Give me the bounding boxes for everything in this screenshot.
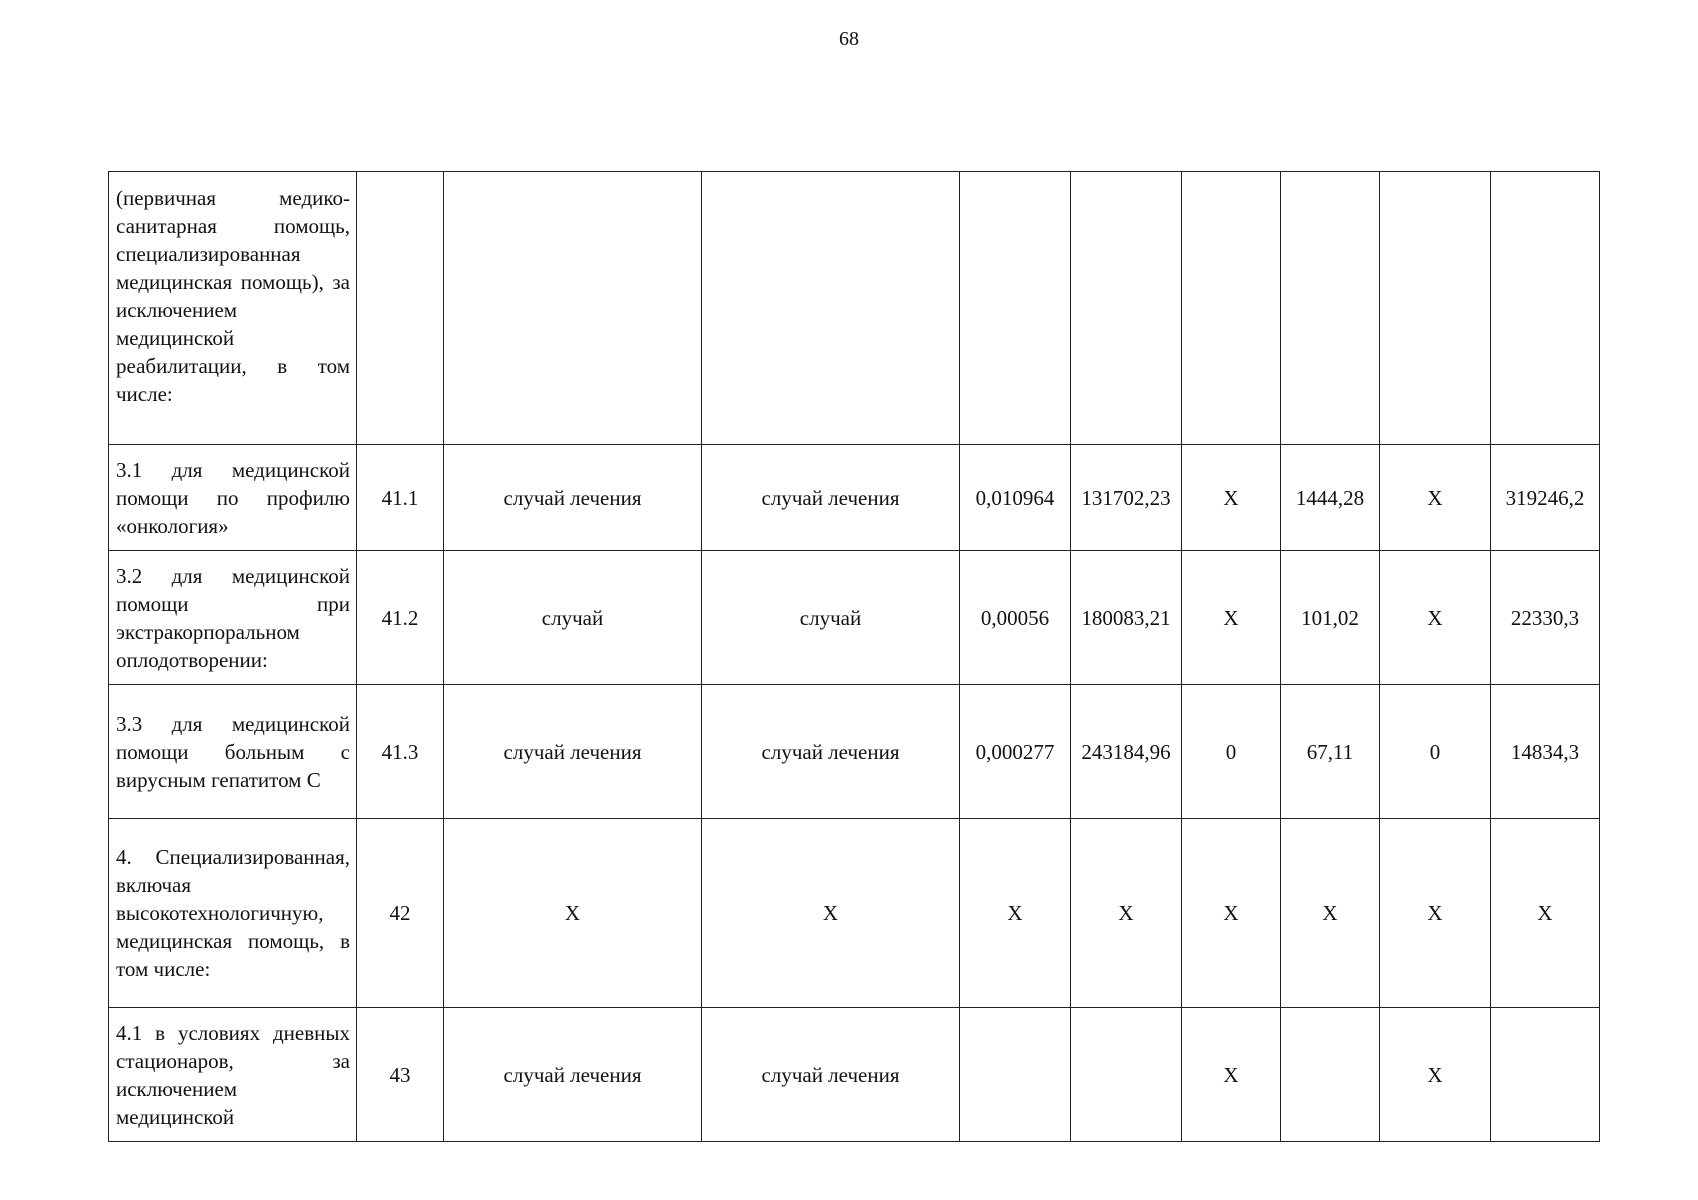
value-cell: 22330,3 — [1491, 551, 1600, 685]
unit-cell: случай — [444, 551, 702, 685]
norm-cell: 0,00056 — [960, 551, 1071, 685]
table-row — [109, 445, 1600, 551]
table-row — [109, 1008, 1600, 1142]
row-label: (первичная медико-санитарная помощь, специализированная медицинская помощь), за исключением медицинской реабилитации, в том числе: — [109, 172, 357, 445]
row-label: 4. Специализированная, включая высокотехнологичную, медицинская помощь, в том числе: — [109, 819, 357, 1008]
cost-cell: 243184,96 — [1071, 685, 1182, 819]
norm-cell: 0,010964 — [960, 445, 1071, 551]
value-cell — [1281, 172, 1380, 445]
unit-cell: случай лечения — [702, 685, 960, 819]
value-cell: 1444,28 — [1281, 445, 1380, 551]
value-cell — [1182, 172, 1281, 445]
unit-cell — [444, 172, 702, 445]
row-code: 42 — [357, 819, 444, 1008]
table-row — [109, 685, 1600, 819]
unit-cell: Х — [444, 819, 702, 1008]
unit-cell: случай — [702, 551, 960, 685]
value-cell: 0 — [1182, 685, 1281, 819]
norm-cell: Х — [960, 819, 1071, 1008]
page-number: 68 — [839, 28, 859, 50]
cost-cell: 180083,21 — [1071, 551, 1182, 685]
unit-cell: Х — [702, 819, 960, 1008]
norm-cell: 0,000277 — [960, 685, 1071, 819]
value-cell: Х — [1380, 1008, 1491, 1142]
value-cell: Х — [1182, 1008, 1281, 1142]
row-label: 4.1 в условиях дневных стационаров, за исключением медицинской — [109, 1008, 357, 1142]
unit-cell: случай лечения — [444, 1008, 702, 1142]
value-cell: 67,11 — [1281, 685, 1380, 819]
value-cell: 319246,2 — [1491, 445, 1600, 551]
data-table — [108, 171, 1600, 1142]
table-row — [109, 819, 1600, 1008]
value-cell: Х — [1182, 819, 1281, 1008]
value-cell — [1491, 172, 1600, 445]
table-row — [109, 172, 1600, 445]
cost-cell: 131702,23 — [1071, 445, 1182, 551]
unit-cell: случай лечения — [444, 685, 702, 819]
unit-cell — [702, 172, 960, 445]
cost-cell: Х — [1071, 819, 1182, 1008]
value-cell: Х — [1491, 819, 1600, 1008]
row-code: 41.1 — [357, 445, 444, 551]
value-cell: 0 — [1380, 685, 1491, 819]
value-cell — [1491, 1008, 1600, 1142]
row-code: 41.2 — [357, 551, 444, 685]
value-cell: Х — [1380, 819, 1491, 1008]
cost-cell — [1071, 172, 1182, 445]
value-cell: Х — [1182, 445, 1281, 551]
value-cell: Х — [1380, 445, 1491, 551]
unit-cell: случай лечения — [702, 1008, 960, 1142]
table-row — [109, 551, 1600, 685]
row-label: 3.2 для медицинской помощи при экстракорпоральном оплодотворении: — [109, 551, 357, 685]
norm-cell — [960, 1008, 1071, 1142]
value-cell: Х — [1281, 819, 1380, 1008]
value-cell: Х — [1380, 551, 1491, 685]
row-code: 41.3 — [357, 685, 444, 819]
unit-cell: случай лечения — [444, 445, 702, 551]
row-code — [357, 172, 444, 445]
value-cell — [1380, 172, 1491, 445]
norm-cell — [960, 172, 1071, 445]
row-code: 43 — [357, 1008, 444, 1142]
value-cell: 14834,3 — [1491, 685, 1600, 819]
value-cell: 101,02 — [1281, 551, 1380, 685]
cost-cell — [1071, 1008, 1182, 1142]
row-label: 3.1 для медицинской помощи по профилю «онкология» — [109, 445, 357, 551]
value-cell — [1281, 1008, 1380, 1142]
unit-cell: случай лечения — [702, 445, 960, 551]
value-cell: Х — [1182, 551, 1281, 685]
row-label: 3.3 для медицинской помощи больным с вирусным гепатитом С — [109, 685, 357, 819]
